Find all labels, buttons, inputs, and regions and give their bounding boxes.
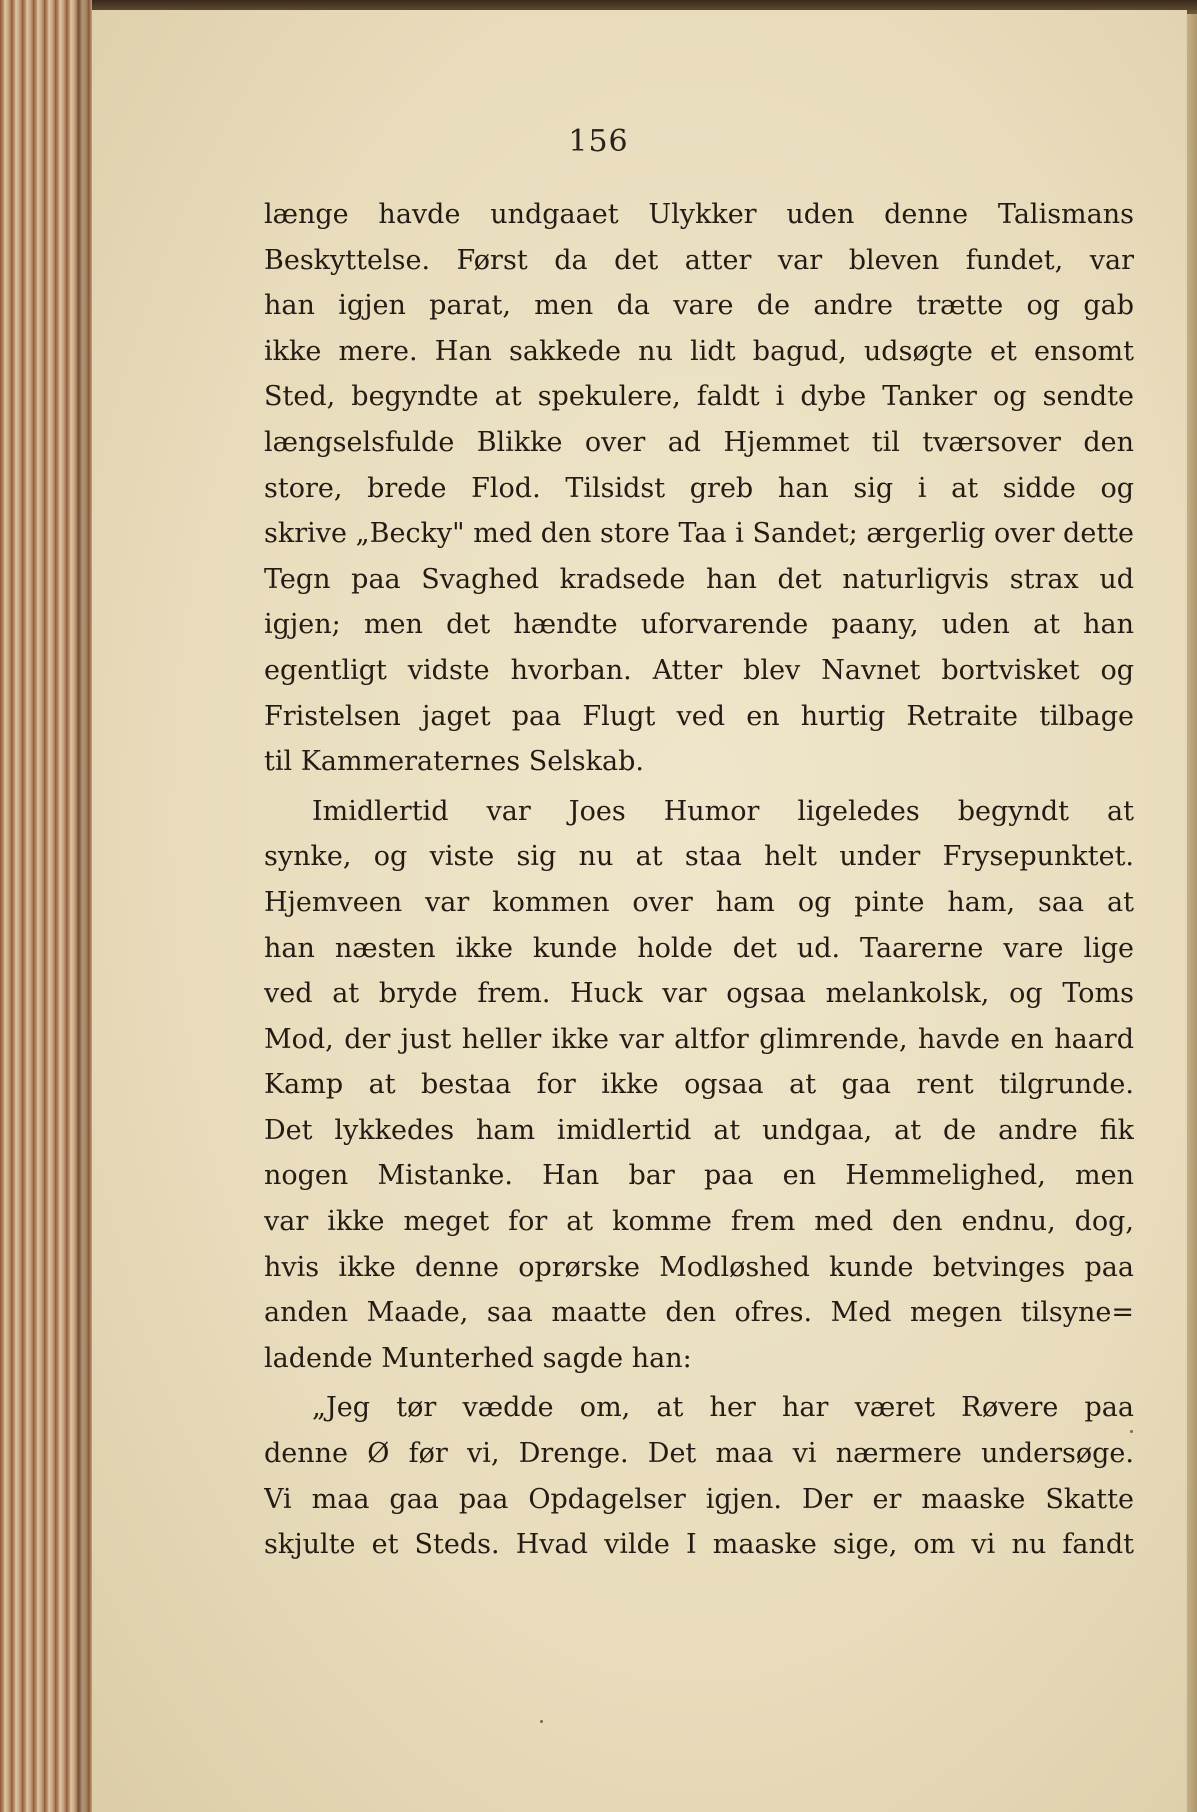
text-line: Hjemveen var kommen over ham og pinte ham, saa at (264, 886, 1134, 918)
text-line: Beskyttelse. Først da det atter var bleven fundet, var (264, 244, 1134, 276)
paragraph (264, 1385, 1134, 1567)
text-line: ikke mere. Han sakkede nu lidt bagud, udsøgte et ensomt (264, 335, 1134, 367)
text-line: Det lykkedes ham imidlertid at undgaa, at de andre fik (264, 1114, 1134, 1146)
text-line: anden Maade, saa maatte den ofres. Med megen tilsyne= (264, 1297, 1134, 1329)
text-line: Mod, der just heller ikke var altfor glimrende, havde en haard (264, 1023, 1134, 1055)
page-text (264, 192, 1134, 1568)
page-right-shadow (1185, 10, 1197, 1812)
text-line: han igjen parat, men da vare de andre trætte og gab (264, 290, 1134, 322)
book-page-edges (0, 0, 92, 1812)
text-line: Kamp at bestaa for ikke ogsaa at gaa rent tilgrunde. (264, 1069, 1134, 1101)
text-line: skrive „Becky" med den store Taa i Sandet; ærgerlig over dette (264, 518, 1134, 550)
text-line: ladende Munterhed sagde han: (264, 1342, 692, 1374)
text-line: skjulte et Steds. Hvad vilde I maaske sige, om vi nu fandt (264, 1529, 1134, 1561)
text-line: egentligt vidste hvorban. Atter blev Navnet bortvisket og (264, 654, 1134, 686)
text-line: store, brede Flod. Tilsidst greb han sig i at sidde og (264, 472, 1134, 504)
text-line: længselsfulde Blikke over ad Hjemmet til tværsover den (264, 426, 1134, 458)
paper-speck (540, 1720, 543, 1723)
paragraph (264, 789, 1134, 1382)
paragraph (264, 192, 1134, 785)
text-line: synke, og viste sig nu at staa helt under Frysepunktet. (264, 841, 1134, 873)
text-line: igjen; men det hændte uforvarende paany, uden at han (264, 609, 1134, 641)
text-line: længe havde undgaaet Ulykker uden denne Talismans (264, 199, 1134, 230)
text-line: Tegn paa Svaghed kradsede han det naturligvis strax ud (264, 563, 1134, 595)
text-line: hvis ikke denne oprørske Modløshed kunde betvinges paa (264, 1251, 1134, 1283)
text-line: „Jeg tør vædde om, at her har været Røvere paa (312, 1392, 1134, 1424)
text-line: var ikke meget for at komme frem med den endnu, dog, (264, 1206, 1134, 1238)
text-line: Imidlertid var Joes Humor ligeledes begyndt at (312, 795, 1134, 827)
paper-speck (1130, 1430, 1133, 1433)
text-line: til Kammeraternes Selskab. (264, 746, 644, 778)
text-line: Fristelsen jaget paa Flugt ved en hurtig Retraite tilbage (264, 700, 1134, 732)
text-line: denne Ø før vi, Drenge. Det maa vi nærmere undersøge. (264, 1438, 1134, 1470)
text-line: nogen Mistanke. Han bar paa en Hemmelighed, men (264, 1160, 1134, 1192)
text-line: han næsten ikke kunde holde det ud. Taarerne vare lige (264, 932, 1134, 964)
text-line: ved at bryde frem. Huck var ogsaa melankolsk, og Toms (264, 978, 1134, 1010)
page-number: 156 (568, 124, 629, 159)
text-line: Vi maa gaa paa Opdagelser igjen. Der er maaske Skatte (264, 1483, 1134, 1515)
text-line: Sted, begyndte at spekulere, faldt i dybe Tanker og sendte (264, 381, 1134, 413)
